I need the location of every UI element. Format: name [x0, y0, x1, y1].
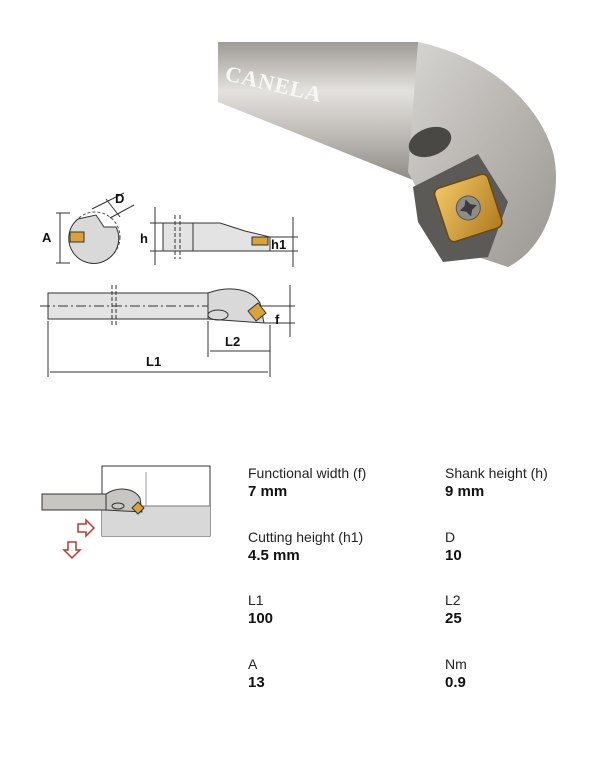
- spec-label: D: [445, 529, 456, 545]
- spec-value: 10: [445, 547, 462, 564]
- label-L1: L1: [146, 354, 162, 369]
- brand-logo: CANELA: [222, 60, 325, 108]
- spec-label: A: [248, 656, 258, 672]
- spec-value: 9 mm: [445, 483, 485, 500]
- spec-D: [445, 528, 600, 566]
- spec-L2: [445, 591, 600, 629]
- spec-value: 4.5 mm: [248, 547, 300, 564]
- label-f: f: [275, 312, 280, 327]
- spec-label: Functional width (f): [248, 465, 367, 481]
- spec-cutting-height: [248, 528, 428, 566]
- feed-direction-diagram: [38, 462, 218, 572]
- spec-L1: [248, 591, 428, 629]
- label-D: D: [115, 191, 125, 206]
- spec-label: L1: [248, 592, 264, 608]
- label-h1: h1: [271, 237, 287, 252]
- spec-value: 100: [248, 610, 274, 627]
- spec-label: Nm: [445, 656, 467, 672]
- spec-label: Cutting height (h1): [248, 529, 364, 545]
- label-A: A: [42, 230, 52, 245]
- spec-shank-height: [445, 464, 600, 502]
- spec-label: L2: [445, 592, 461, 608]
- spec-value: 13: [248, 674, 265, 691]
- label-L2: L2: [225, 334, 241, 349]
- spec-label: Shank height (h): [445, 465, 548, 481]
- technical-drawing: [30, 185, 320, 385]
- top-view: [40, 285, 295, 337]
- label-h: h: [140, 231, 148, 246]
- spec-value: 25: [445, 610, 462, 627]
- feed-arrow-right-icon: [78, 520, 94, 536]
- spec-value: 0.9: [445, 674, 466, 691]
- spec-A: [248, 655, 428, 693]
- spec-Nm: [445, 655, 600, 693]
- spec-functional-width: [248, 464, 428, 502]
- feed-arrow-down-icon: [64, 542, 80, 558]
- spec-value: 7 mm: [248, 483, 288, 500]
